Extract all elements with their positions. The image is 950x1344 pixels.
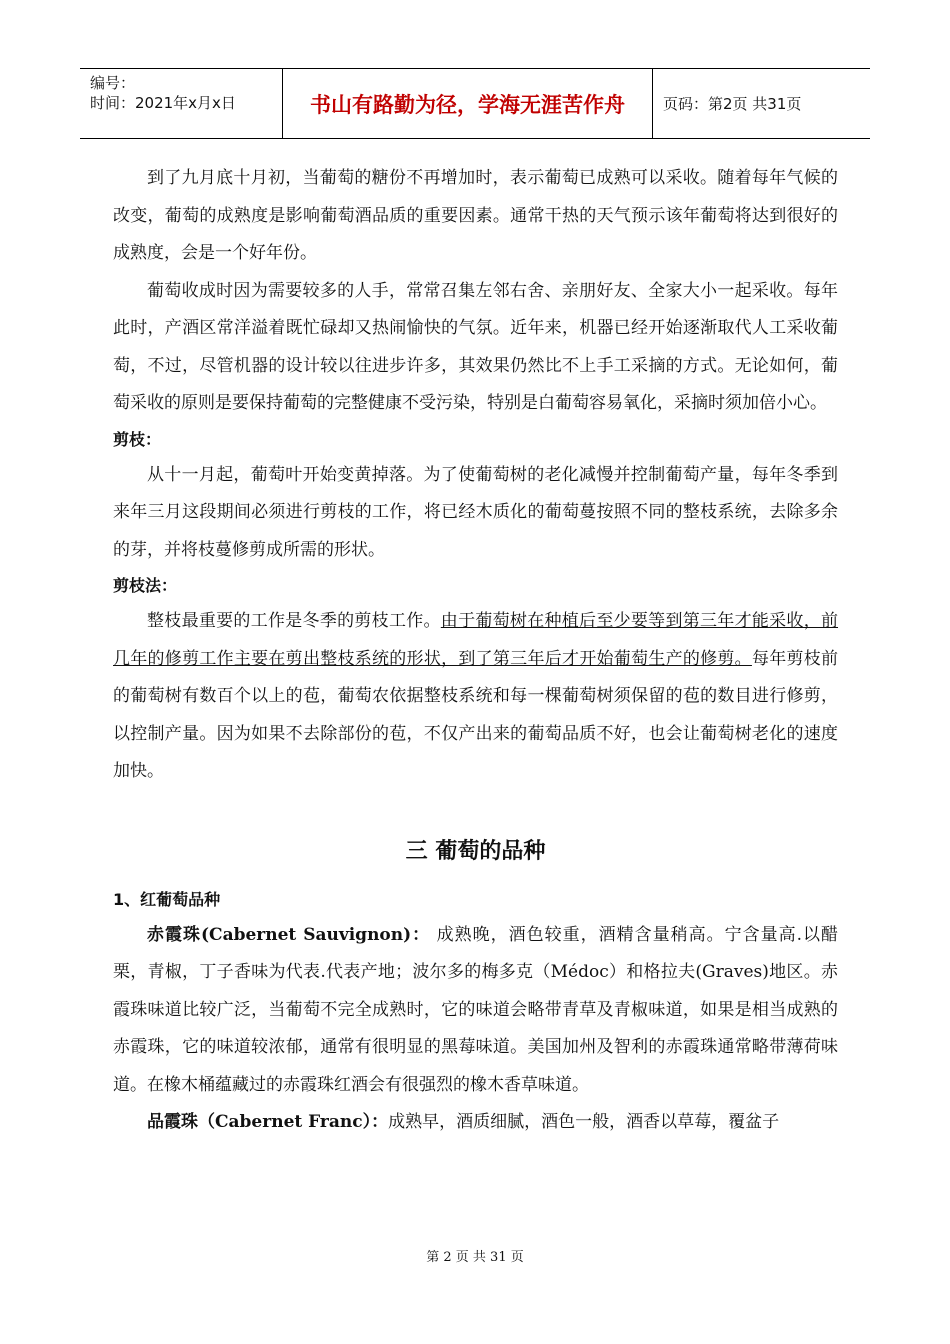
variety-text-cabernet-sauvignon: 成熟晚，酒色较重，酒精含量稍高。宁含量高.以醋栗，青椒，丁子香味为代表.代表产地；波尔多的梅多克（Médoc）和格拉夫(Graves)地区。赤霞珠味道比较广泛，当葡萄不完全成熟时，它的味道会略带青草及青椒味道，如果是相当成熟的赤霞珠，它的味道较浓郁，通常有很明显的黑莓味道。美国加州及智利的赤霞珠通常略带薄荷味道。在橡木桶蕴藏过的赤霞珠红酒会有很强烈的橡木香草味道。 [113, 924, 839, 1095]
paragraph-harvest-ripeness: 到了九月底十月初，当葡萄的糖份不再增加时，表示葡萄已成熟可以采收。随着每年气候的改变，葡萄的成熟度是影响葡萄酒品质的重要因素。通常干热的天气预示该年葡萄将达到很好的成熟度，会是一个好年份。 [113, 168, 838, 263]
document-date-label: 时间：2021年x月x日 [90, 94, 236, 112]
variety-text-cabernet-franc: 成熟早，酒质细腻，酒色一般，酒香以草莓，覆盆子 [388, 1112, 780, 1132]
variety-name-cabernet-franc: 品霞珠（Cabernet Franc）： [147, 1112, 389, 1132]
section-title-grape-varieties: 三 葡萄的品种 [405, 838, 546, 864]
paragraph-pruning-method [113, 603, 838, 791]
document-number-label: 编号： [90, 74, 136, 92]
paragraph-cabernet-franc [113, 1104, 838, 1142]
page-header [80, 68, 870, 139]
header-motto: 书山有路勤为径，学海无涯苦作舟 [283, 69, 653, 138]
paragraph-pruning: 从十一月起，葡萄叶开始变黄掉落。为了使葡萄树的老化减慢并控制葡萄产量，每年冬季到来年三月这段期间必须进行剪枝的工作，将已经木质化的葡萄蔓按照不同的整枝系统，去除多余的芽，并将枝蔓修剪成所需的形状。 [113, 464, 838, 560]
heading-pruning-method: 剪枝法： [113, 576, 178, 595]
heading-pruning: 剪枝： [113, 429, 162, 449]
variety-name-cabernet-sauvignon: 赤霞珠(Cabernet Sauvignon)： [147, 924, 431, 945]
method-text-underlined: 由于葡萄树在种植后至少要等到第三年才能采收，前几年的修剪工作主要在剪出整枝系统的形状，到了第三年后才开始葡萄生产的修剪。 [113, 611, 839, 669]
heading-red-grape-varieties: 1、红葡萄品种 [113, 889, 221, 909]
page-footer: 第 2 页 共 31 页 [426, 1250, 524, 1265]
method-text-intro: 整枝最重要的工作是冬季的剪枝工作。 [147, 611, 441, 631]
header-page-info: 页码：第2页 共31页 [663, 95, 802, 113]
header-meta-cell [80, 69, 283, 138]
paragraph-cabernet-sauvignon [113, 917, 838, 1105]
page-content [113, 160, 838, 1142]
method-text-rest: 每年剪枝前的葡萄树有数百个以上的苞，葡萄农依据整枝系统和每一棵葡萄树须保留的苞的数目进行修剪，以控制产量。因为如果不去除部份的苞，不仅产出来的葡萄品质不好，也会让葡萄树老化的速度加快。 [113, 648, 839, 781]
paragraph-harvest-labor: 葡萄收成时因为需要较多的人手，常常召集左邻右舍、亲朋好友、全家大小一起采收。每年此时，产酒区常洋溢着既忙碌却又热闹愉快的气氛。近年来，机器已经开始逐渐取代人工采收葡萄，不过，尽管机器的设计较以往进步许多，其效果仍然比不上手工采摘的方式。无论如何，葡萄采收的原则是要保持葡萄的完整健康不受污染，特别是白葡萄容易氧化，采摘时须加倍小心。 [113, 280, 838, 413]
